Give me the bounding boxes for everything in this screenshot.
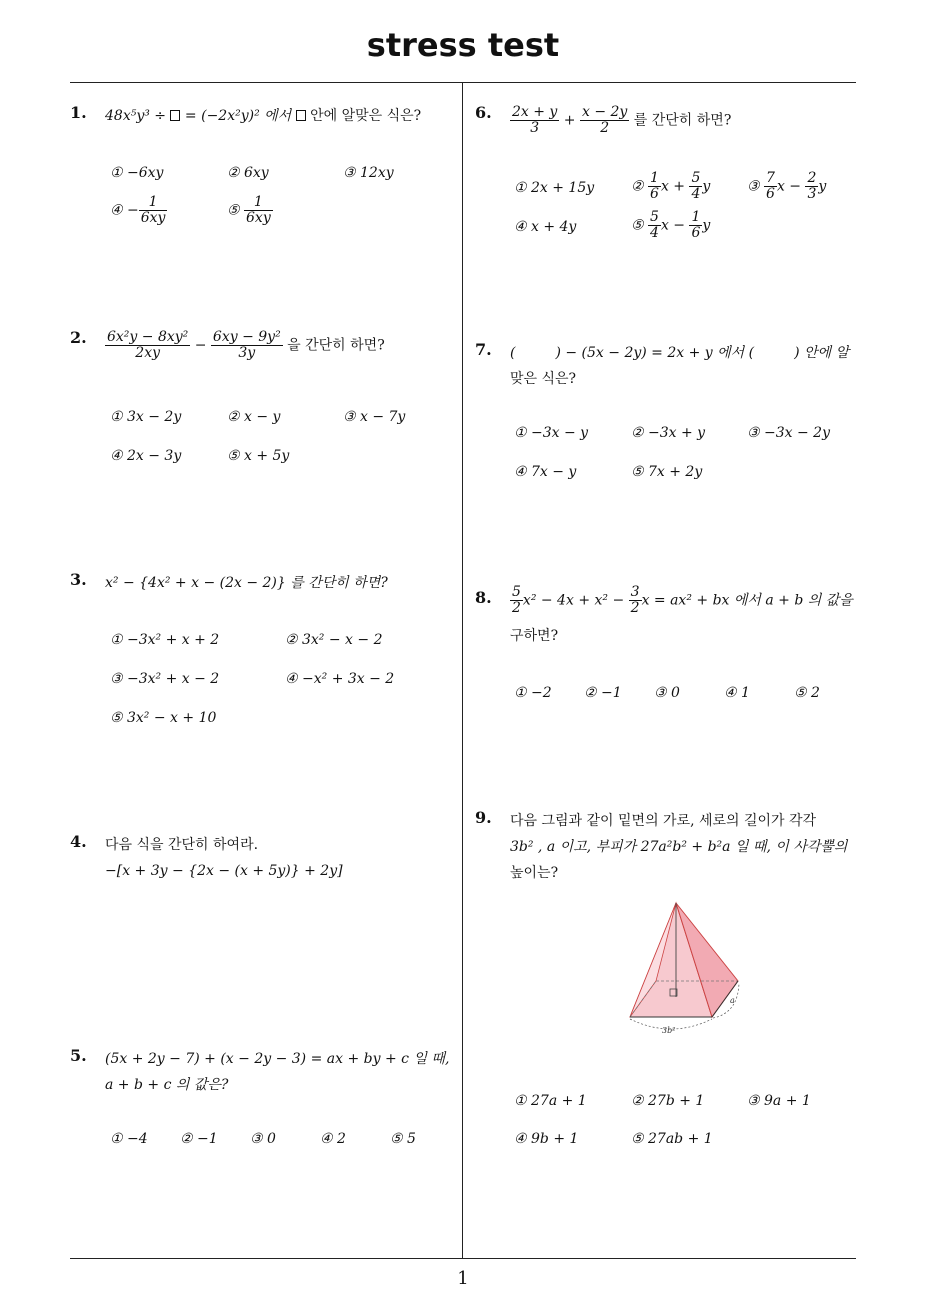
option-5[interactable]: ⑤ 2 (794, 685, 820, 701)
option-4[interactable]: ④ 1 (724, 685, 750, 701)
question-text-line3: 높이는? (510, 865, 559, 881)
option-1[interactable]: ① −3x − y (514, 425, 589, 441)
option-2[interactable]: ② −1 (180, 1131, 218, 1147)
option-4[interactable]: ④ 9b + 1 (514, 1131, 579, 1147)
option-2[interactable]: ② −3x + y (631, 425, 706, 441)
option-4[interactable]: ④ 2x − 3y (110, 448, 182, 464)
option-3[interactable]: ③ −3x² + x − 2 (110, 671, 220, 687)
question-text: $\frac{2x + y}{3}$ + $\frac{x - 2y}{2}$ 를 간단히 하면? (512, 104, 732, 136)
question-number: 3. (70, 570, 87, 589)
option-4[interactable]: ④ 2 (320, 1131, 346, 1147)
option-5[interactable]: ⑤ $\frac{5}{4}$ x − $\frac{1}{6}$ y (631, 209, 711, 241)
option-5[interactable]: ⑤ 3x² − x + 10 (110, 710, 217, 726)
question-text-line1: ( ) − (5x − 2y) = 2x + y 에서 ( ) 안에 알 (510, 345, 850, 361)
option-2[interactable]: ② x − y (227, 409, 281, 425)
option-2[interactable]: ② $\frac{1}{6}$ x + $\frac{5}{4}$ y (631, 170, 711, 202)
question-text-line1: (5x + 2y − 7) + (x − 2y − 3) = ax + by + c 일 때, (105, 1051, 450, 1067)
option-4[interactable]: ④ −x² + 3x − 2 (285, 671, 395, 687)
question-text: 48x⁵y³ ÷ = (−2x²y)² 에서 안에 알맞은 식은? (105, 108, 422, 124)
question-text-line2: a + b + c 의 값은? (105, 1077, 229, 1093)
pyramid-figure (620, 895, 750, 1040)
question-number: 2. (70, 328, 87, 347)
question-number: 7. (475, 340, 492, 359)
question-text: x² − {4x² + x − (2x − 2)} 를 간단히 하면? (105, 575, 388, 591)
option-3[interactable]: ③ 0 (654, 685, 680, 701)
blank-box (296, 110, 306, 121)
option-5[interactable]: ⑤ 5 (390, 1131, 416, 1147)
option-1[interactable]: ① −6xy (110, 165, 164, 181)
column-divider (462, 83, 463, 1259)
option-1[interactable]: ① −2 (514, 685, 552, 701)
option-3[interactable]: ③ $\frac{7}{6}$ x − $\frac{2}{3}$ y (747, 170, 827, 202)
question-number: 8. (475, 588, 492, 607)
option-5[interactable]: ⑤ 27ab + 1 (631, 1131, 713, 1147)
option-4[interactable]: ④ x + 4y (514, 219, 577, 235)
option-3[interactable]: ③ −3x − 2y (747, 425, 830, 441)
option-2[interactable]: ② 3x² − x − 2 (285, 632, 383, 648)
page-title: stress test (366, 26, 560, 64)
option-3[interactable]: ③ 9a + 1 (747, 1093, 811, 1109)
option-5[interactable]: ⑤ x + 5y (227, 448, 290, 464)
question-text: 다음 식을 간단히 하여라. (105, 837, 259, 853)
question-text-line2: 맞은 식은? (510, 371, 577, 387)
figure-label-side: a (730, 996, 735, 1005)
question-number: 9. (475, 808, 492, 827)
question-text-line2: 구하면? (510, 628, 559, 644)
figure-label-bottom: 3b² (662, 1026, 676, 1035)
option-1[interactable]: ① 27a + 1 (514, 1093, 587, 1109)
question-number: 4. (70, 832, 87, 851)
header-rule (70, 82, 856, 83)
option-2[interactable]: ② −1 (584, 685, 622, 701)
option-3[interactable]: ③ 12xy (343, 165, 394, 181)
question-number: 5. (70, 1046, 87, 1065)
footer-rule (70, 1258, 856, 1259)
option-1[interactable]: ① −4 (110, 1131, 148, 1147)
blank-box (170, 110, 180, 121)
option-4[interactable]: ④ 7x − y (514, 464, 577, 480)
option-3[interactable]: ③ 0 (250, 1131, 276, 1147)
question-text-line2: 3b² , a 이고, 부피가 27a²b² + b²a 일 때, 이 사각뿔의 (510, 839, 848, 855)
option-5[interactable]: ⑤ $\frac{1}{6xy}$ (227, 194, 271, 226)
question-number: 1. (70, 103, 87, 122)
question-text-line1: 다음 그림과 같이 밑면의 가로, 세로의 길이가 각각 (510, 813, 817, 829)
option-3[interactable]: ③ x − 7y (343, 409, 406, 425)
option-1[interactable]: ① −3x² + x + 2 (110, 632, 220, 648)
option-4[interactable]: ④ − $\frac{1}{6xy}$ (110, 194, 166, 226)
option-5[interactable]: ⑤ 7x + 2y (631, 464, 703, 480)
page-number: 1 (457, 1268, 469, 1289)
question-text: $\frac{\text{6x²y − 8xy²}}{2xy}$ − $\frac{\text{6xy − 9y²}}{3y}$ 을 간단히 하면? (107, 329, 385, 361)
question-expression: −[x + 3y − {2x − (x + 5y)} + 2y] (105, 863, 343, 879)
option-1[interactable]: ① 3x − 2y (110, 409, 182, 425)
option-1[interactable]: ① 2x + 15y (514, 180, 595, 196)
option-2[interactable]: ② 27b + 1 (631, 1093, 705, 1109)
option-2[interactable]: ② 6xy (227, 165, 269, 181)
question-number: 6. (475, 103, 492, 122)
question-text-line1: $\frac{5}{2}$ x² − 4x + x² − $\frac{3}{2}$ x = ax² + bx 에서 a + b 의 값을 (512, 584, 853, 616)
